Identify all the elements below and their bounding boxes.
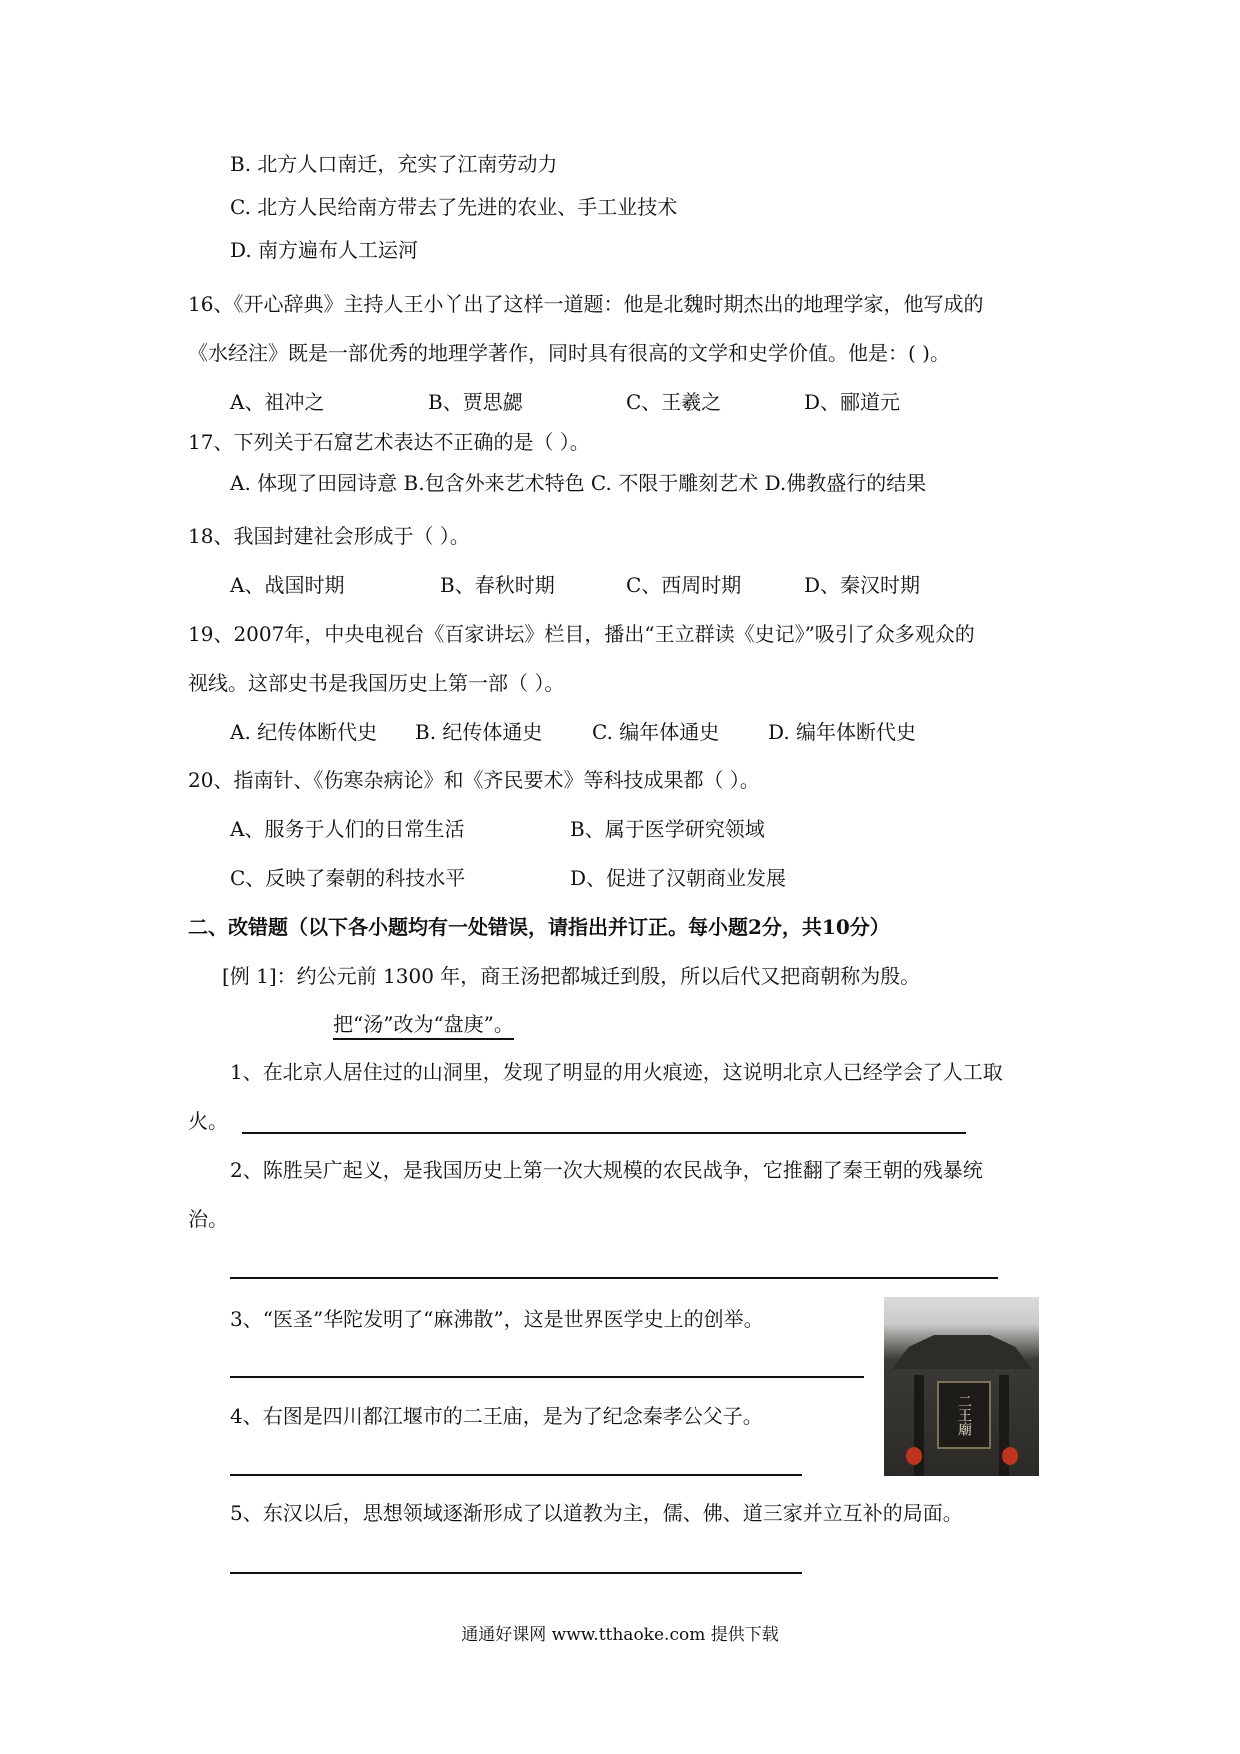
item1-line1: 1、在北京人居住过的山洞里，发现了明显的用火痕迹，这说明北京人已经学会了人工取	[230, 1060, 1003, 1084]
item4-answer-blank[interactable]	[230, 1474, 802, 1476]
q16-stem-line1: 16、《开心辞典》主持人王小丫出了这样一道题：他是北魏时期杰出的地理学家，他写成的	[188, 292, 984, 316]
q15-option-d: D. 南方遍布人工运河	[230, 238, 419, 262]
q18-option-a: A、战国时期	[230, 573, 345, 597]
item2-line2: 治。	[188, 1207, 228, 1231]
item2-answer-blank[interactable]	[230, 1277, 998, 1279]
item1-answer-blank[interactable]	[242, 1132, 966, 1134]
q19-option-d: D. 编年体断代史	[768, 720, 917, 744]
temple-roof	[892, 1335, 1032, 1369]
q18-option-b: B、春秋时期	[440, 573, 555, 597]
q19-stem-line2: 视线。这部史书是我国历史上第一部（ ）。	[188, 671, 565, 695]
temple-plaque: 二王廟	[937, 1381, 991, 1449]
q18-option-c: C、西周时期	[626, 573, 742, 597]
q20-option-a: A、服务于人们的日常生活	[230, 817, 465, 841]
q18-option-d: D、秦汉时期	[804, 573, 921, 597]
q20-option-d: D、促进了汉朝商业发展	[570, 866, 787, 890]
example-answer-text: 把“汤”改为“盘庚”。	[333, 1012, 514, 1040]
q19-stem-line1: 19、2007年，中央电视台《百家讲坛》栏目，播出“王立群读《史记》”吸引了众多观众的	[188, 622, 975, 646]
q16-option-d: D、郦道元	[804, 390, 901, 414]
item3-answer-blank[interactable]	[230, 1376, 864, 1378]
q17-stem: 17、下列关于石窟艺术表达不正确的是（ ）。	[188, 430, 590, 454]
q20-option-b: B、属于医学研究领域	[570, 817, 765, 841]
section2-heading: 二、改错题（以下各小题均有一处错误，请指出并订正。每小题2分，共10分）	[188, 915, 890, 939]
q18-stem: 18、我国封建社会形成于（ ）。	[188, 524, 470, 548]
q15-option-b: B. 北方人口南迁，充实了江南劳动力	[230, 152, 558, 176]
q20-stem: 20、指南针、《伤寒杂病论》和《齐民要术》等科技成果都（ ）。	[188, 768, 760, 792]
item5-answer-blank[interactable]	[230, 1572, 802, 1574]
q15-option-c: C. 北方人民给南方带去了先进的农业、手工业技术	[230, 195, 678, 219]
q19-option-c: C. 编年体通史	[592, 720, 720, 744]
q19-option-b: B. 纪传体通史	[415, 720, 543, 744]
q16-option-c: C、王羲之	[626, 390, 722, 414]
red-lantern-right	[1002, 1447, 1018, 1465]
q16-option-a: A、祖冲之	[230, 390, 325, 414]
q20-option-c: C、反映了秦朝的科技水平	[230, 866, 466, 890]
q19-option-a: A. 纪传体断代史	[230, 720, 378, 744]
page-footer: 通通好课网 www.tthaoke.com 提供下载	[461, 1625, 779, 1645]
item4-text: 4、右图是四川都江堰市的二王庙，是为了纪念秦孝公父子。	[230, 1404, 763, 1428]
red-lantern-left	[906, 1447, 922, 1465]
q16-option-b: B、贾思勰	[428, 390, 523, 414]
q16-stem-line2: 《水经注》既是一部优秀的地理学著作，同时具有很高的文学和史学价值。他是：( )。	[188, 341, 950, 365]
item3-text: 3、“医圣”华陀发明了“麻沸散”，这是世界医学史上的创举。	[230, 1307, 764, 1331]
example-text: [例 1]：约公元前 1300 年，商王汤把都城迁到殷，所以后代又把商朝称为殷。	[222, 964, 921, 988]
item5-text: 5、东汉以后，思想领域逐渐形成了以道教为主，儒、佛、道三家并立互补的局面。	[230, 1501, 963, 1525]
item1-line2: 火。	[188, 1109, 228, 1133]
q17-options: A. 体现了田园诗意 B.包含外来艺术特色 C. 不限于雕刻艺术 D.佛教盛行的结果	[230, 471, 927, 495]
example-answer	[333, 1010, 514, 1038]
erwang-temple-photo	[884, 1297, 1039, 1476]
item2-line1: 2、陈胜吴广起义，是我国历史上第一次大规模的农民战争，它推翻了秦王朝的残暴统	[230, 1158, 983, 1182]
